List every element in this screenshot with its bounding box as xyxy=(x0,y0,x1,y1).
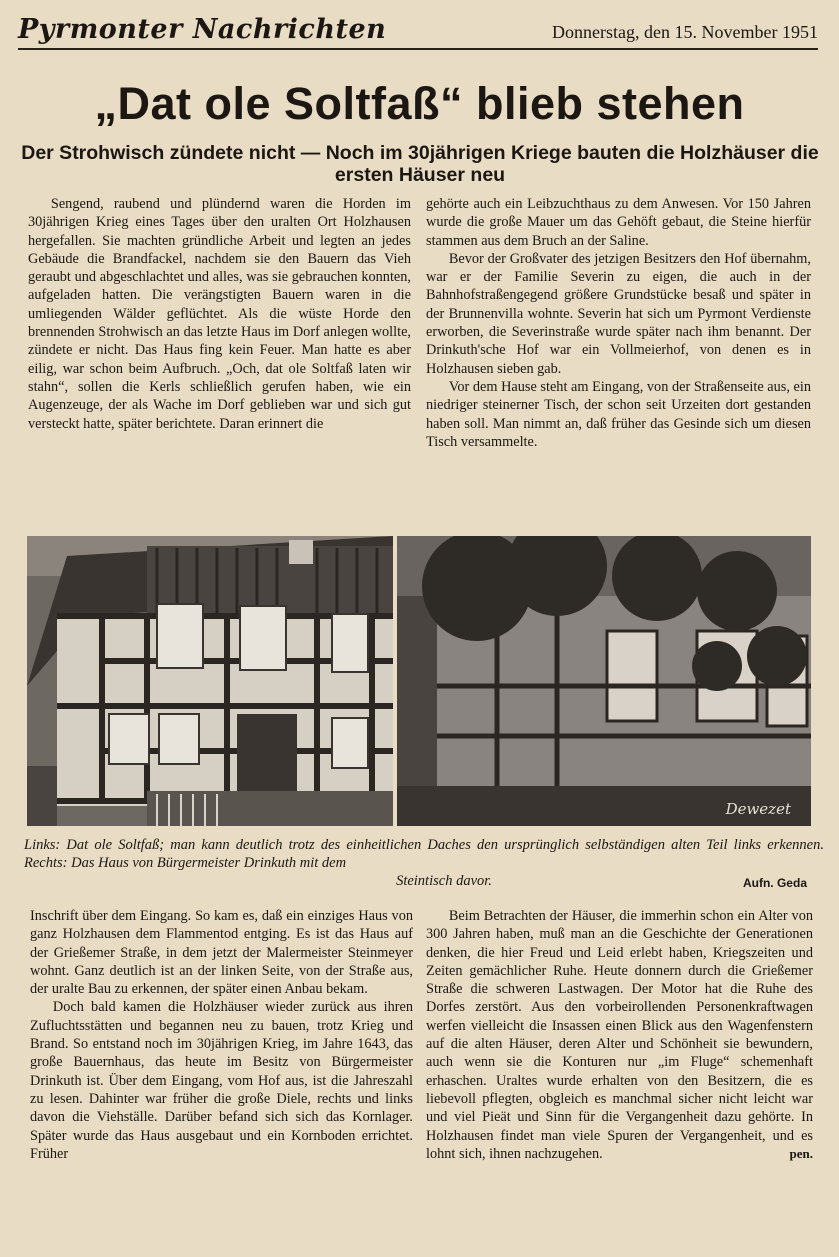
article-paragraph: gehörte auch ein Leibzuchthaus zu dem Anwesen. Vor 150 Jahren wurde die große Mauer um das Gehöft gebaut, die Steine hierfür stammen aus dem Bruch an der Saline. xyxy=(426,196,811,249)
caption-text-end: Steintisch davor. xyxy=(396,873,492,889)
half-timbered-house-image xyxy=(27,536,393,826)
photo-drinkuth-house xyxy=(397,536,811,826)
author-signature: pen. xyxy=(789,1145,813,1161)
article-paragraph: Doch bald kamen die Holzhäuser wieder zurück aus ihren Zufluchtsstätten und begannen neu zu bauen, trotz Krieg und Brand. So entstand noch im 30jährigen Krieg, im Jahre 1643, das große Bauernhaus, das heute im Besitz von Bürgermeister Drinkuth ist. Über dem Eingang, vom Hof aus, ist die Jahreszahl zu lesen. Dahinter war früher die große Diele, rechts und links davon die Viehställe. Darüber befand sich sich das Kornlager. Später wurde das Haus ausgebaut und ein Kornboden errichtet. Früher xyxy=(30,999,413,1162)
newspaper-name: Pyrmonter Nachrichten xyxy=(18,14,387,45)
photo-credit: Aufn. Geda xyxy=(742,876,807,890)
article-paragraph: Vor dem Hause steht am Eingang, von der Straßenseite aus, ein niedriger steinerner Tisch, der schon seit Urzeiten dort gestanden haben soll. Man nimmt an, daß früher das Gesinde sich um diesen Tisch versammelte. xyxy=(426,378,811,450)
article-column-top-right xyxy=(426,195,811,451)
article-paragraph: Sengend, raubend und plündernd waren die Horden im 30jährigen Krieg eines Tages über den uralten Ort Holzhausen hergefallen. Sie machten gründliche Arbeit und legten an jedes Gebäude die Brandfackel, nachdem sie den Bauern das Vieh geraubt und abgeschlachtet und alles, was sie gebrauchen konnten, aufgeladen hatten. Die verängstigten Bauern waren in die umliegenden Wälder geflüchtet. Als die wüste Horde den brennenden Strohwisch an das letzte Haus im Dorf anlegen wollte, zündete er nicht. Das Haus fing kein Feuer. Man hatte es aber eilig, war schon beim Aufbruch. „Och, dat ole Soltfaß laten wir stahn“, sollen die Kerls schließlich gerufen haben, wie ein Augenzeuge, der als Wache im Dorf geblieben war und sich gut versteckt hatte, später berichtete. Daran erinnert die xyxy=(28,196,411,432)
article-paragraph xyxy=(426,907,813,1163)
issue-date: Donnerstag, den 15. November 1951 xyxy=(552,22,818,42)
photo-soltfass-house xyxy=(27,536,393,826)
article-column-top-left xyxy=(28,195,411,433)
article-subheadline: Der Strohwisch zündete nicht — Noch im 30jährigen Kriege bauten die Holzhäuser die ersten Häuser neu xyxy=(21,142,819,186)
article-column-bottom-right xyxy=(426,907,813,1163)
article-headline: „Dat ole Soltfaß“ blieb stehen xyxy=(94,78,745,129)
article-column-bottom-left xyxy=(30,907,413,1163)
caption-text: Links: Dat ole Soltfaß; man kann deutlich trotz des einheitlichen Daches den ursprünglich selbständigen alten Teil links erkennen. Rechts: Das Haus von Bürgermeister Drinkuth mit dem xyxy=(24,837,824,871)
watermark-text: Dewezet xyxy=(725,800,791,818)
article-paragraph: Bevor der Großvater des jetzigen Besitzers den Hof übernahm, war er der Familie Severin zu eigen, die auch in der Bahnhofstraßengegend größere Grundstücke besaß und später in der Brunnenvilla wohnte. Severin hat sich um Pyrmont Verdienste erworben, die Severinstraße wurde später nach ihm benannt. Der Drinkuth'sche Hof war ein Vollmeierhof, von denen es in Holzhausen sieben gab. xyxy=(426,250,811,377)
article-paragraph: Inschrift über dem Eingang. So kam es, daß ein einziges Haus von ganz Holzhausen dem Flammentod entging. Es ist das Haus auf der Grießemer Straße, in dem jetzt der Malermeister Steinmeyer wohnt. Ganz deutlich ist an der linken Seite, von der Straße aus, der uralte Bau zu erkennen, der später einen Anbau bekam. xyxy=(30,908,413,998)
article-paragraph-text: Beim Betrachten der Häuser, die immerhin schon ein Alter von 300 Jahren haben, muß man an die Geschichte der Generationen denken, die hier Freud und Leid erlebt haben, Kriegszeiten und Zeiten gemächlicher Ruhe. Heute donnern durch die Grießemer Straße die schweren Lastwagen. Der Motor hat die Ruhe des Dorfes zerstört. Aus den vorbeirollenden Personenkraftwagen werfen vielleicht die Insassen einen Blick aus den Wagenfenstern auf die alten Häuser, deren Alter und Schönheit sie bewundern, auch wenn sie die Konturen nur „im Fluge“ schemenhaft erhaschen. Uraltes wurde erhalten von den Besitzern, die es liebevoll pflegten, obgleich es manchmal sicher nicht leicht war und viel Pieät und Sinn für die Vergangenheit dazu gehörte. In Holzhausen findet man viele Spuren der Vergangenheit, und es lohnt sich, ihnen nachzugehen. xyxy=(426,908,813,1162)
photo-caption xyxy=(24,836,824,890)
farmhouse-with-tree-image xyxy=(397,536,811,826)
masthead xyxy=(18,12,818,50)
